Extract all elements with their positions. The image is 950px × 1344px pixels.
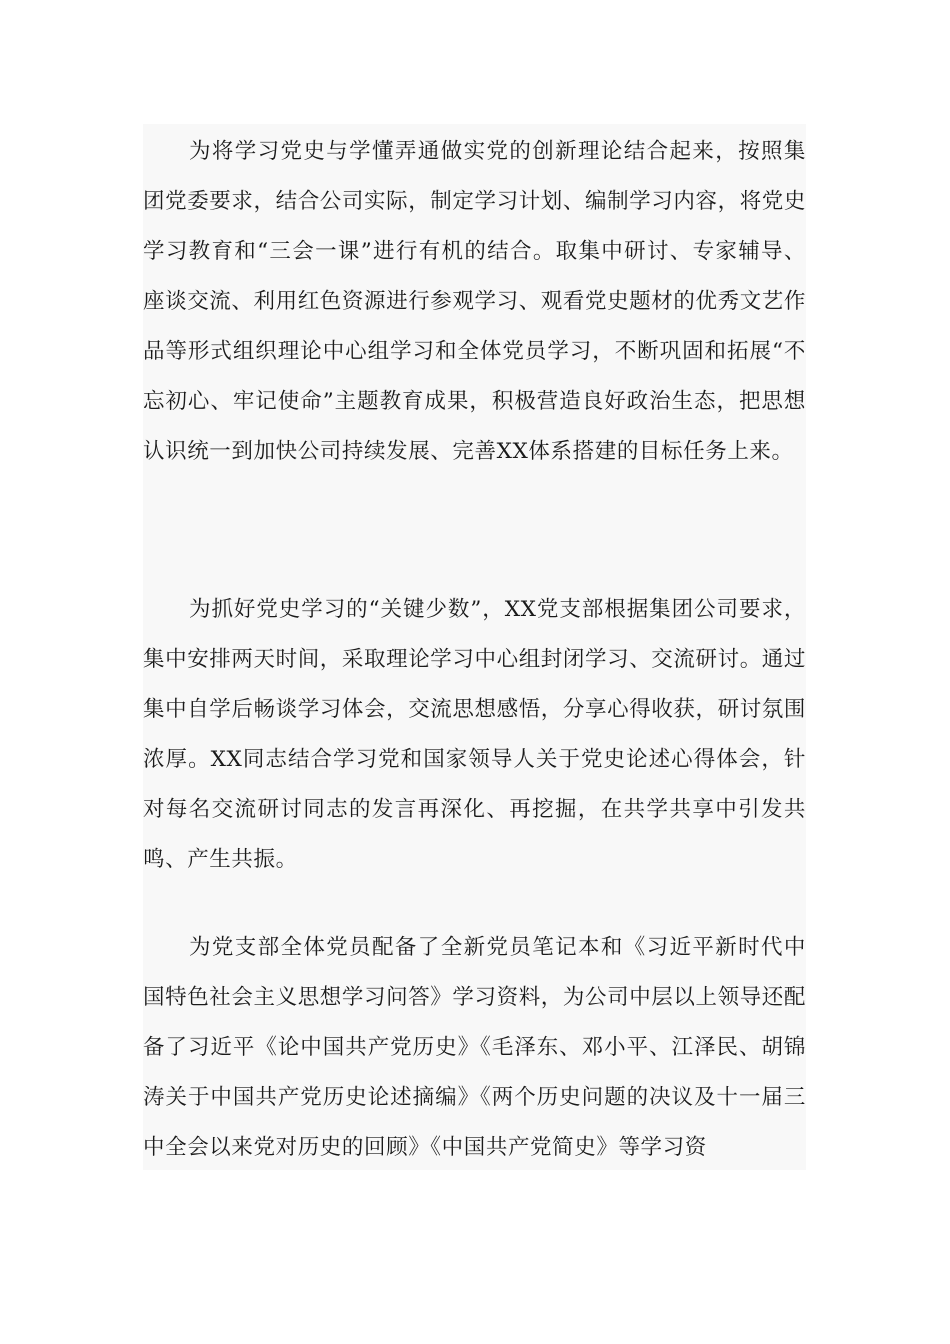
paragraph: 为抓好党史学习的“关键少数”，XX党支部根据集团公司要求，集中安排两天时间，采取理论学习中心组封闭学习、交流研讨。通过集中自学后畅谈学习体会，交流思想感悟，分享心得收获，研讨氛围浓厚。XX同志结合学习党和国家领导人关于党史论述心得体会，针对每名交流研讨同志的发言再深化、再挖掘，在共学共享中引发共鸣、产生共振。 (143, 597, 807, 872)
paragraph: 为将学习党史与学懂弄通做实党的创新理论结合起来，按照集团党委要求，结合公司实际，制定学习计划、编制学习内容，将党史学习教育和“三会一课”进行有机的结合。取集中研讨、专家辅导、座谈交流、利用红色资源进行参观学习、观看党史题材的优秀文艺作品等形式组织理论中心组学习和全体党员学习，不断巩固和拓展“不忘初心、牢记使命”主题教育成果，积极营造良好政治生态，把思想认识统一到加快公司持续发展、完善XX体系搭建的目标任务上来。 (143, 139, 807, 464)
paragraph: 为党支部全体党员配备了全新党员笔记本和《习近平新时代中国特色社会主义思想学习问答》学习资料，为公司中层以上领导还配备了习近平《论中国共产党历史》《毛泽东、邓小平、江泽民、胡锦涛关于中国共产党历史论述摘编》《两个历史问题的决议及十一届三中全会以来党对历史的回顾》《中国共产党简史》等学习资 (143, 935, 807, 1160)
document-text-block (143, 124, 806, 1170)
